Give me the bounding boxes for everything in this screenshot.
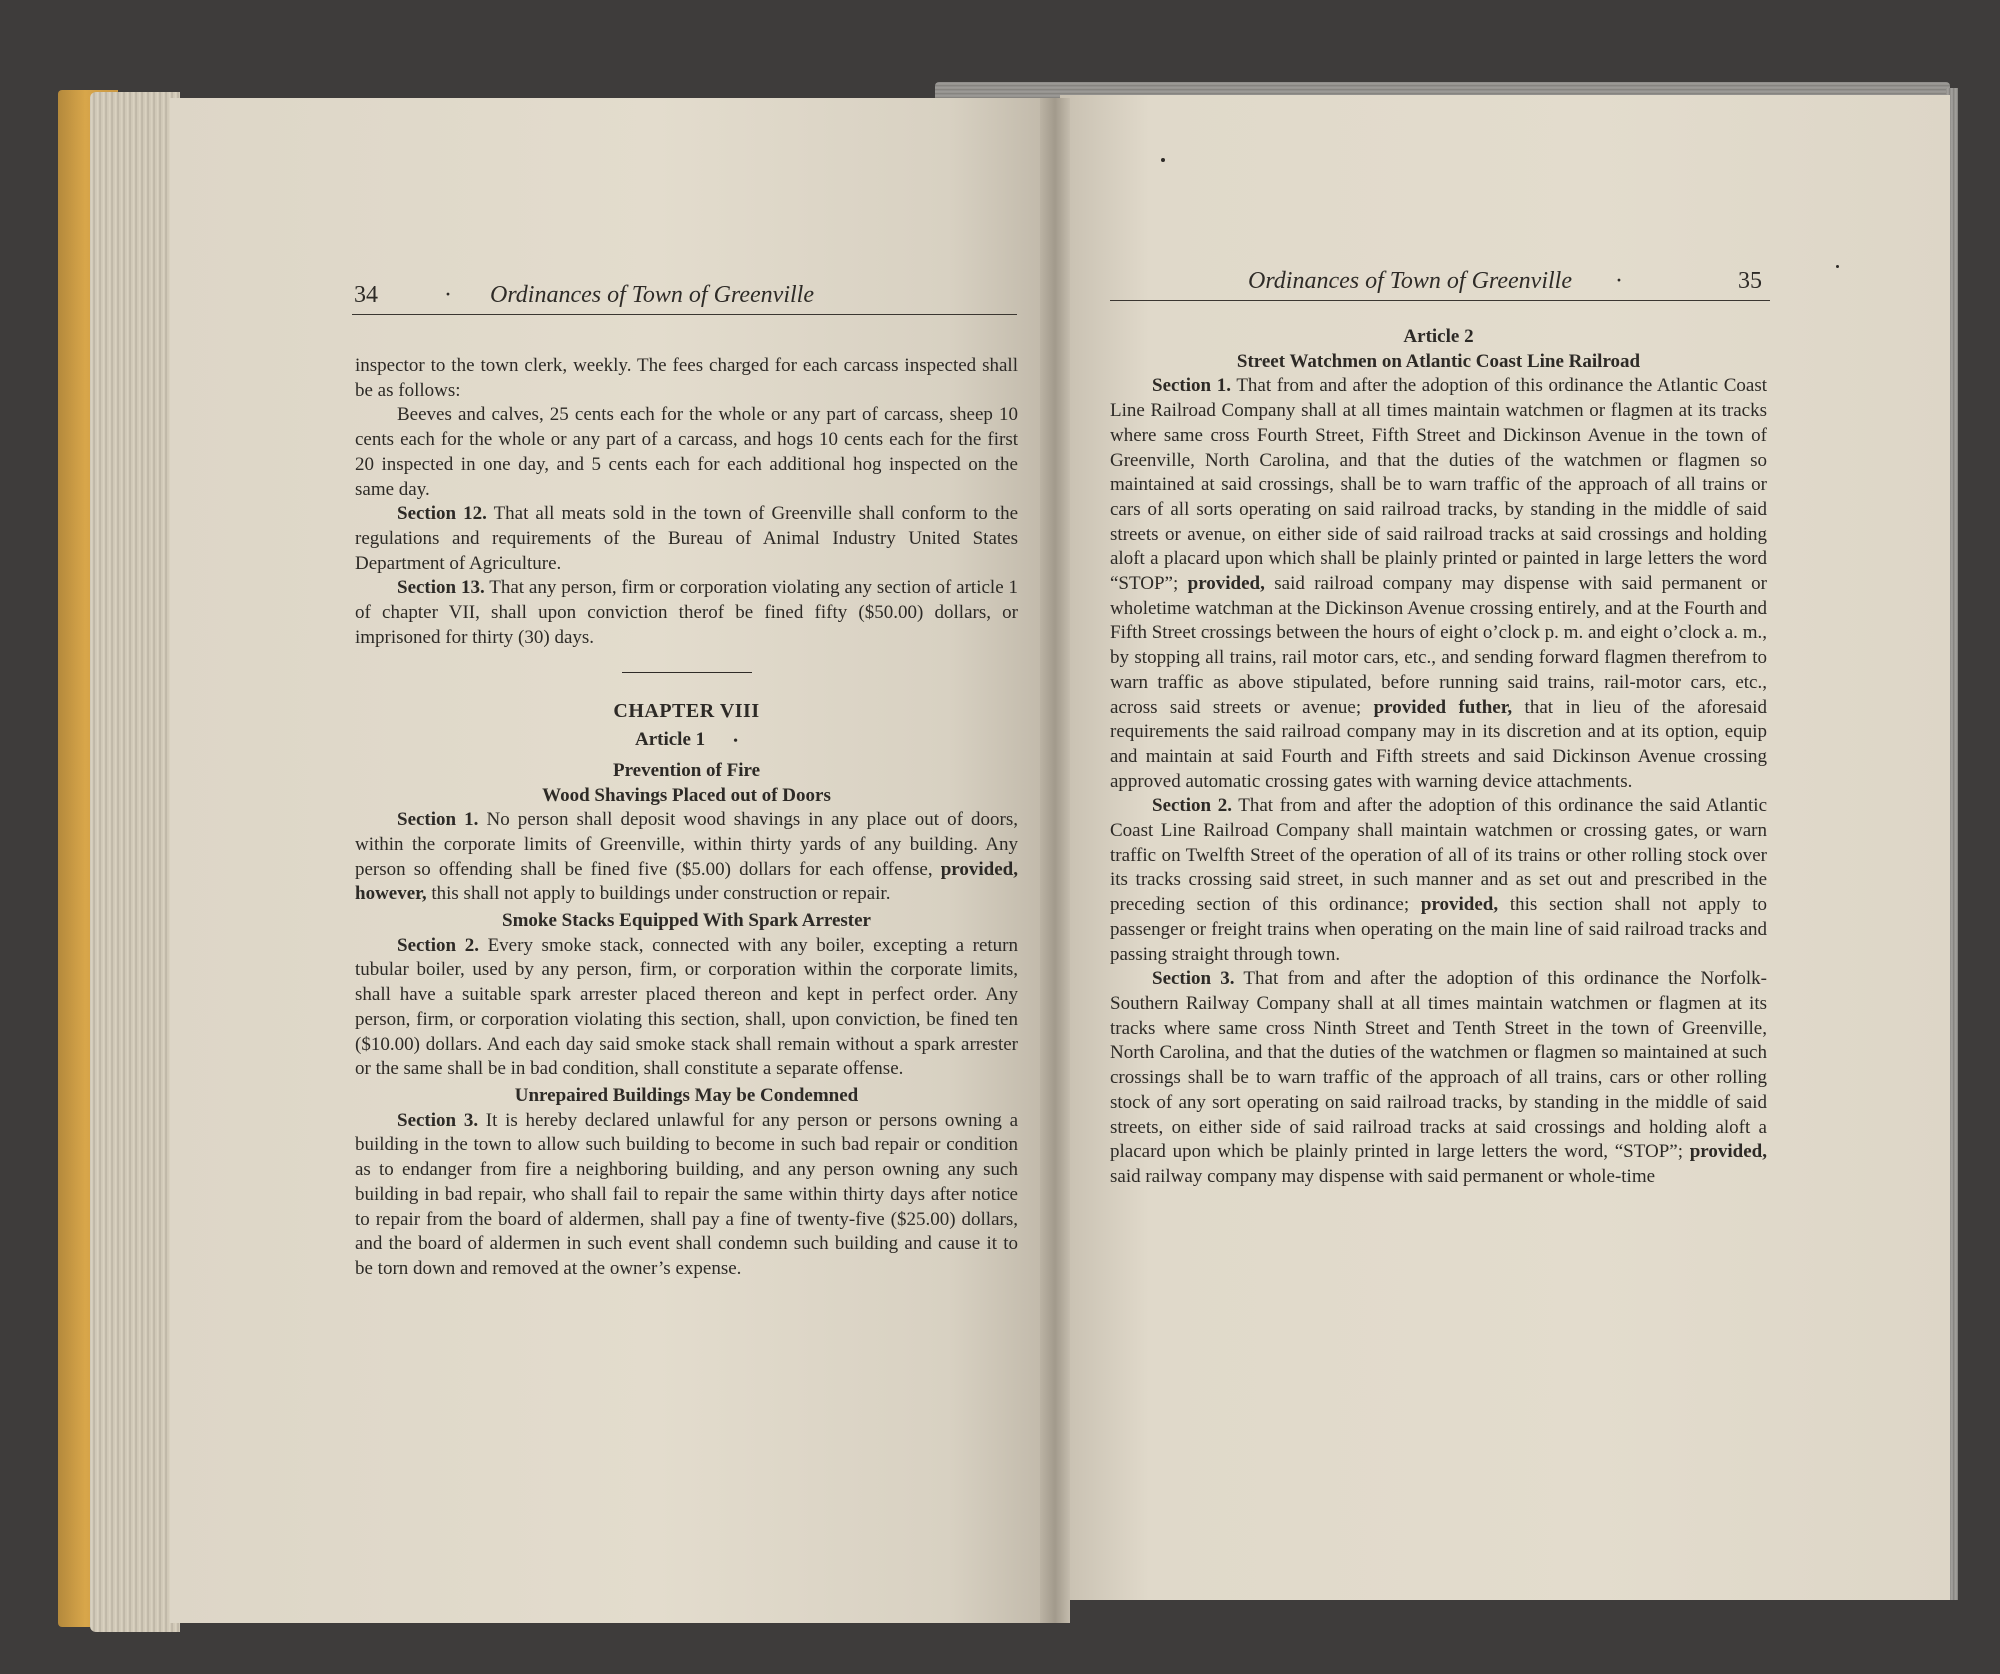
section-label: Section 2. — [397, 934, 479, 956]
section-label: Section 3. — [397, 1109, 479, 1131]
section-text: this section shall not apply to passenger or freight trains when operating on the main line of said railroad tracks and passing straight through town. — [1110, 894, 1767, 965]
section-label: Section 1. — [1152, 375, 1232, 397]
subhead: Smoke Stacks Equipped With Spark Arrester — [502, 910, 871, 932]
section-divider — [622, 672, 752, 673]
section-3 — [1110, 967, 1767, 1189]
section-1 — [355, 808, 1018, 907]
section-text: that in lieu of the aforesaid requirements the said railroad company may in its discretion and at its option, equip and maintain at said Fourth and Fifth streets and said Dickinson Avenue crossing approved automatic crossing gates with warning device attachments. — [1110, 696, 1767, 792]
section-13 — [355, 576, 1018, 650]
provided-term: provided, — [1187, 573, 1265, 595]
section-text: That from and after the adoption of this ordinance the Norfolk-Southern Railway Company shall at all times maintain watchmen or flagmen at its tracks where same cross Ninth Street and Tenth Street in the town of Greenville, North Carolina, and that the duties of the watchmen or flagmen so maintained at such crossings shall be to warn traffic of the approach of all trains, cars or other rolling stock of any sort operating on said railroad tracks, by standing in the middle of said streets, on either side of said railroad tracks at said crossings and holding aloft a placard upon which be plainly printed in large letters the word, “STOP”; — [1110, 968, 1767, 1163]
running-title: Ordinances of Town of Greenville — [490, 282, 814, 308]
section-text: That from and after the adoption of this ordinance the Atlantic Coast Line Railroad Company shall at all times maintain watchmen or flagmen at its tracks where same cross Fourth Street, Fifth Street and Dickinson Avenue in the town of Greenville, North Carolina, and that the duties of the watchmen or flagmen so maintained at said crossings, shall be to warn traffic of the approach of all trains or cars of all sorts operating on said railroad tracks, by standing in the middle of said streets or avenue, on either side of said railroad tracks at said crossings and holding aloft a placard upon which shall be plainly printed or painted in large letters the word “STOP”; — [1110, 375, 1768, 595]
page-number: 34 — [354, 282, 378, 308]
provided-term: provided, — [1420, 894, 1499, 916]
subhead: Unrepaired Buildings May be Condemned — [514, 1084, 859, 1106]
speck — [1836, 265, 1839, 268]
left-page-edges — [90, 92, 180, 1632]
section-text: That from and after the adoption of this ordinance the said Atlantic Coast Line Railroad Company shall maintain watchmen or crossing gates, or warn traffic on Twelfth Street of the operation of all of its trains or other rolling stock over its tracks crossing said street, in such manner and as set out and prescribed in the preceding section of this ordinance; — [1110, 795, 1767, 916]
section-label: Section 2. — [1152, 795, 1232, 817]
book-gutter — [1040, 98, 1070, 1623]
section-2 — [1110, 794, 1767, 967]
chapter-heading: CHAPTER VIII — [613, 700, 760, 723]
section-2 — [355, 934, 1018, 1082]
speck — [1161, 158, 1165, 162]
section-text: It is hereby declared unlawful for any person or persons owning a building in the town to allow such building to become in such bad repair or condition as to endanger from fire a neighboring building, and any person owning any such building in bad repair, who shall fail to repair the same within thirty days after notice to repair from the board of aldermen, shall pay a fine of twenty-five ($25.00) dollars, and the board of aldermen in such event shall condemn such building and cause it to be torn down and removed at the owner’s expense. — [355, 1109, 1019, 1279]
subject-heading: Prevention of Fire — [612, 759, 761, 781]
section-3 — [355, 1109, 1018, 1282]
article-heading-text: Article 1 — [634, 729, 706, 751]
page-number: 35 — [1738, 268, 1762, 294]
subhead: Wood Shavings Placed out of Doors — [542, 784, 831, 806]
left-running-head — [352, 280, 1017, 315]
paragraph: Beeves and calves, 25 cents each for the whole or any part of carcass, sheep 10 cents each for the whole or any part of a carcass, and hogs 10 cents each for the first 20 inspected in one day, and 5 cents each for each additional hog inspected on the same day. — [355, 404, 1018, 500]
provided-term: provided, — [1689, 1141, 1767, 1163]
section-12 — [355, 502, 1018, 576]
provided-term: provided, however, — [355, 858, 1018, 905]
section-text: said railroad company may dispense with said permanent or wholetime watchman at the Dickinson Avenue crossing entirely, and at the Fourth and Fifth Street crossings between the hours of eight o’clock p. m. and eight o’clock a. m., by stopping all trains, rail motor cars, etc., and sending forward flagmen therefrom to warn traffic as above stipulated, before running said trains, rail-motor cars, etc., across said streets or avenue; — [1110, 573, 1767, 718]
running-title: Ordinances of Town of Greenville — [1248, 268, 1572, 294]
section-label: Section 12. — [397, 503, 487, 525]
section-text: That any person, firm or corporation violating any section of article 1 of chapter VII, shall upon conviction therof be fined fifty ($50.00) dollars, or imprisoned for thirty (30) days. — [355, 577, 1018, 648]
subject-heading: Street Watchmen on Atlantic Coast Line Railroad — [1236, 350, 1641, 372]
right-running-head — [1110, 266, 1770, 301]
section-text: No person shall deposit wood shavings in any place out of doors, within the corporate limits of Greenville, within thirty yards of any building. Any person so offending shall be fined five ($5.00) dollars for each offense, — [355, 809, 1019, 880]
printer-mark: • — [733, 734, 739, 750]
section-label: Section 1. — [397, 809, 479, 831]
section-text: this shall not apply to buildings under construction or repair. — [426, 883, 891, 905]
right-page-text — [1110, 325, 1767, 1190]
article-heading — [355, 728, 1018, 755]
section-text: That all meats sold in the town of Greenville shall conform to the regulations and requirements of the Bureau of Animal Industry United States Department of Agriculture. — [355, 503, 1018, 574]
separator-dot: · — [1615, 268, 1623, 294]
section-text: said railway company may dispense with said permanent or whole-time — [1110, 1165, 1656, 1187]
article-heading: Article 2 — [1403, 326, 1474, 347]
separator-dot: · — [444, 282, 452, 308]
section-label: Section 13. — [397, 577, 485, 599]
left-page-text — [355, 354, 1018, 1282]
section-label: Section 3. — [1152, 968, 1235, 990]
section-1 — [1110, 374, 1767, 794]
paragraph: inspector to the town clerk, weekly. The fees charged for each carcass inspected shall be as follows: — [355, 355, 1018, 401]
section-text: Every smoke stack, connected with any boiler, excepting a return tubular boiler, used by any person, firm, or corporation within the corporate limits, shall have a suitable spark arrester placed thereon and kept in perfect order. Any person, firm, or corporation violating this section, shall, upon conviction, be fined ten ($10.00) dollars. And each day said smoke stack shall remain without a spark arrester or the same shall be in bad condition, shall constitute a separate offense. — [355, 934, 1018, 1080]
provided-term: provided futher, — [1373, 696, 1513, 718]
